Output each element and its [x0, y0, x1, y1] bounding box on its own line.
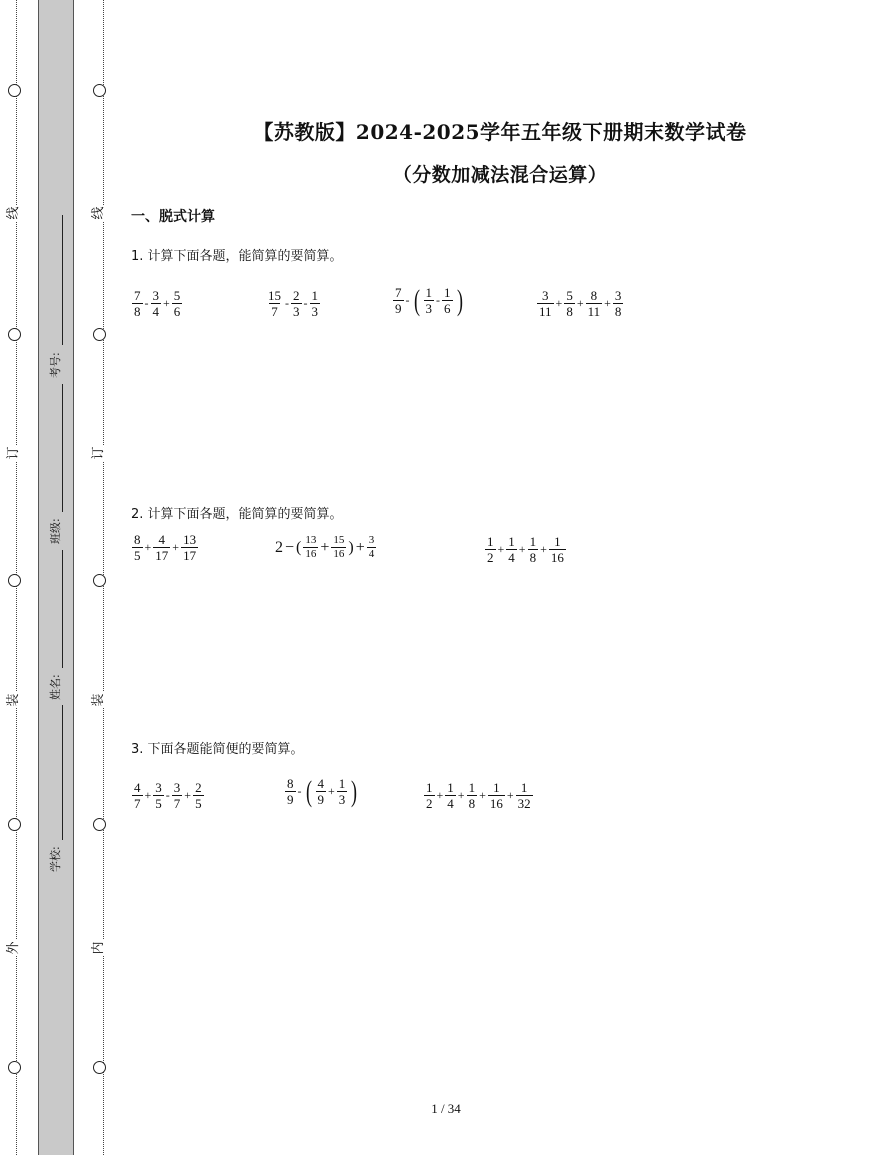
page-number: 1 / 34	[431, 1101, 461, 1116]
fraction	[132, 288, 143, 319]
fraction	[291, 288, 302, 319]
fraction	[528, 534, 539, 565]
fraction	[445, 780, 456, 811]
denominator: 8	[614, 304, 622, 319]
denominator: 16	[333, 548, 345, 560]
fraction	[367, 534, 377, 561]
denominator: 8	[134, 304, 141, 319]
school-field[interactable]	[62, 705, 63, 840]
denominator: 2	[426, 796, 433, 811]
parenthesis: (	[305, 774, 312, 808]
fraction	[564, 288, 575, 319]
operator: +	[540, 542, 547, 556]
denominator: 32	[517, 796, 531, 811]
denominator: 9	[287, 792, 294, 807]
numerator: 1	[520, 780, 528, 795]
fraction	[485, 534, 496, 565]
denominator: 4	[508, 550, 515, 565]
expression	[274, 534, 377, 561]
punch-hole	[8, 84, 21, 97]
operator: +	[497, 542, 505, 556]
expression	[265, 288, 321, 319]
denominator: 7	[271, 304, 278, 319]
operator: +	[604, 296, 611, 310]
fraction	[172, 780, 183, 811]
school-label: 学校:	[49, 846, 62, 872]
numerator: 1	[338, 776, 346, 791]
punch-hole	[8, 328, 21, 341]
fraction	[181, 532, 198, 563]
binding-char-outer: 外	[6, 941, 21, 955]
operator: -	[436, 293, 440, 307]
operator: +	[144, 540, 152, 554]
fraction	[331, 534, 346, 561]
numerator: 8	[590, 288, 598, 303]
numerator: 8	[287, 776, 294, 791]
denominator: 7	[134, 796, 141, 811]
operator: -	[144, 296, 149, 310]
operator: +	[576, 296, 584, 310]
expression	[131, 532, 199, 563]
expression	[536, 288, 624, 319]
denominator: 17	[183, 548, 197, 563]
denominator: 3	[338, 792, 346, 807]
parenthesis: (	[413, 283, 420, 317]
operator: −	[285, 538, 295, 556]
numerator: 2	[293, 288, 300, 303]
fraction	[266, 288, 283, 319]
parenthesis: )	[351, 774, 358, 808]
denominator: 11	[539, 304, 552, 319]
numerator: 2	[195, 780, 202, 795]
fraction	[132, 780, 143, 811]
fraction	[153, 780, 164, 811]
expression	[284, 776, 360, 807]
fraction	[337, 776, 348, 807]
denominator: 16	[305, 548, 317, 560]
denominator: 3	[293, 304, 300, 319]
operator: +	[328, 784, 335, 798]
punch-hole	[8, 1061, 21, 1074]
fraction	[467, 780, 478, 811]
binding-gray-band	[38, 0, 74, 1155]
denominator: 6	[173, 304, 181, 319]
numerator: 4	[317, 776, 324, 791]
operator: -	[405, 293, 410, 307]
question-2-prompt: 2. 计算下面各题，能简算的要简算。	[131, 507, 343, 522]
denominator: 5	[195, 796, 202, 811]
numerator: 4	[134, 780, 141, 795]
punch-hole	[8, 818, 21, 831]
expression	[423, 780, 534, 811]
numerator: 4	[158, 532, 166, 547]
numerator: 3	[155, 780, 162, 795]
fraction	[193, 780, 204, 811]
numerator: 1	[493, 780, 500, 795]
fraction	[172, 288, 183, 319]
numerator: 3	[542, 288, 549, 303]
name-label: 姓名:	[49, 674, 62, 700]
punch-hole	[93, 328, 106, 341]
fraction	[424, 285, 435, 316]
denominator: 8	[529, 550, 537, 565]
numerator: 1	[487, 534, 494, 549]
numerator: 1	[444, 285, 451, 300]
exam-number-field[interactable]	[62, 215, 63, 345]
fraction	[537, 288, 554, 319]
operator: -	[285, 296, 289, 310]
class-field[interactable]	[62, 384, 63, 512]
binding-char-outer: 订	[6, 446, 21, 460]
binding-char-outer: 线	[6, 206, 21, 220]
binding-char-inner: 装	[91, 693, 106, 707]
numerator: 1	[468, 780, 476, 795]
operator: +	[506, 788, 514, 802]
denominator: 9	[395, 301, 402, 316]
operator: +	[184, 788, 192, 802]
operator: +	[555, 296, 563, 310]
expression	[392, 285, 466, 316]
denominator: 16	[489, 796, 503, 811]
operator: +	[320, 538, 330, 556]
fraction	[442, 285, 453, 316]
binding-char-outer: 装	[6, 693, 21, 707]
numerator: 15	[268, 288, 281, 303]
question-3-prompt: 3. 下面各题能简便的要简算。	[131, 742, 304, 757]
class-label: 班级:	[49, 518, 62, 544]
number: 2	[275, 538, 283, 556]
expression	[484, 534, 567, 565]
denominator: 8	[566, 304, 573, 319]
denominator: 3	[311, 304, 318, 319]
operator: +	[518, 542, 526, 556]
numerator: 5	[566, 288, 573, 303]
fraction	[424, 780, 435, 811]
fraction	[151, 288, 162, 319]
numerator: 8	[134, 532, 141, 547]
denominator: 8	[468, 796, 476, 811]
fraction	[285, 776, 296, 807]
numerator: 1	[447, 780, 454, 795]
denominator: 5	[134, 548, 141, 563]
numerator: 7	[134, 288, 141, 303]
operator: +	[436, 788, 444, 802]
name-field[interactable]	[62, 550, 63, 668]
numerator: 1	[426, 780, 433, 795]
binding-char-inner: 订	[91, 446, 106, 460]
expression	[131, 288, 183, 319]
parenthesis: (	[296, 538, 302, 556]
denominator: 4	[368, 548, 375, 560]
numerator: 13	[183, 532, 197, 547]
numerator: 13	[305, 534, 317, 546]
numerator: 3	[614, 288, 622, 303]
fraction	[153, 532, 170, 563]
binding-char-inner: 线	[91, 206, 106, 220]
operator: +	[355, 538, 365, 556]
denominator: 4	[447, 796, 454, 811]
fraction	[586, 288, 603, 319]
operator: +	[144, 788, 152, 802]
fraction	[516, 780, 533, 811]
punch-hole	[93, 574, 106, 587]
numerator: 1	[425, 285, 432, 300]
fraction	[132, 532, 143, 563]
binding-char-inner: 内	[91, 941, 106, 955]
fraction	[303, 534, 318, 561]
question-1-prompt: 1. 计算下面各题，能简算的要简算。	[131, 249, 343, 264]
numerator: 15	[333, 534, 345, 546]
denominator: 6	[444, 301, 451, 316]
numerator: 3	[173, 780, 181, 795]
denominator: 3	[425, 301, 432, 316]
page-title: 【苏教版】2024-2025学年五年级下册期末数学试卷	[253, 120, 747, 144]
denominator: 17	[155, 548, 169, 563]
fraction	[316, 776, 327, 807]
punch-hole	[93, 818, 106, 831]
operator: +	[479, 788, 486, 802]
fraction	[310, 288, 321, 319]
numerator: 5	[173, 288, 181, 303]
exam-number-label: 考号:	[49, 352, 62, 378]
denominator: 2	[487, 550, 494, 565]
expression	[131, 780, 205, 811]
fraction	[506, 534, 517, 565]
page-subtitle: （分数加减法混合运算）	[392, 164, 608, 186]
denominator: 4	[152, 304, 159, 319]
denominator: 7	[173, 796, 181, 811]
fraction	[488, 780, 505, 811]
denominator: 11	[587, 304, 601, 319]
punch-hole	[93, 84, 106, 97]
parenthesis: )	[348, 538, 354, 556]
numerator: 1	[311, 288, 318, 303]
numerator: 3	[368, 534, 375, 546]
numerator: 1	[529, 534, 537, 549]
fraction	[549, 534, 566, 565]
numerator: 7	[395, 285, 402, 300]
punch-hole	[93, 1061, 106, 1074]
numerator: 1	[554, 534, 561, 549]
parenthesis: )	[456, 283, 463, 317]
operator: -	[165, 788, 170, 802]
denominator: 5	[155, 796, 162, 811]
operator: +	[172, 540, 180, 554]
operator: -	[303, 296, 308, 310]
fraction	[393, 285, 404, 316]
operator: -	[297, 784, 302, 798]
fraction	[613, 288, 624, 319]
denominator: 9	[317, 792, 324, 807]
section-heading: 一、脱式计算	[131, 209, 215, 225]
numerator: 1	[508, 534, 515, 549]
denominator: 16	[550, 550, 564, 565]
operator: +	[457, 788, 465, 802]
punch-hole	[8, 574, 21, 587]
operator: +	[163, 296, 170, 310]
numerator: 3	[152, 288, 159, 303]
